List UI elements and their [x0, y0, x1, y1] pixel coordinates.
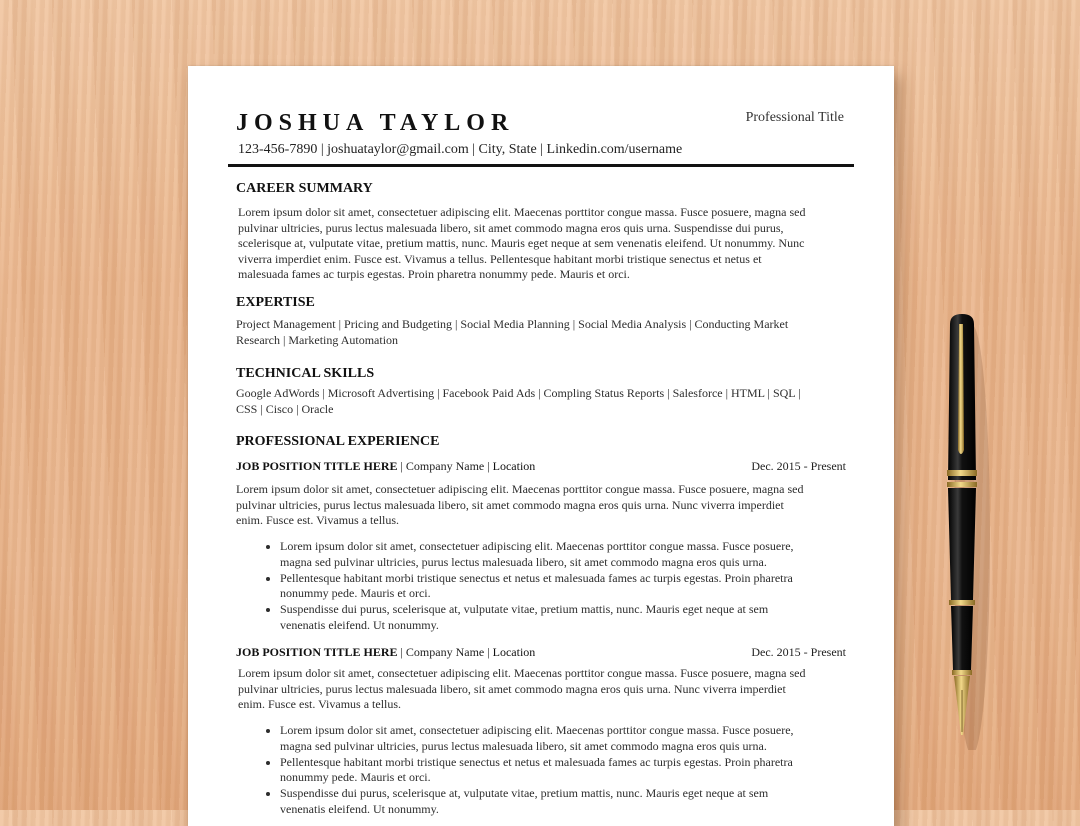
text-line: • Pellentesque habitant morbi tristique senectus et netus et malesuada fames ac turpis egestas. Proin pharetra	[280, 754, 793, 769]
text-line: magna sed pulvinar ultricies, purus lectus malesuada libero, sit amet commodo magna eros quis urna.	[280, 738, 767, 753]
text-line: • Pellentesque habitant morbi tristique senectus et netus et malesuada fames ac turpis egestas. Proin pharetra	[280, 570, 793, 585]
text-line: nonummy pede. Mauris et orci.	[280, 770, 431, 785]
fountain-pen-icon	[936, 310, 996, 750]
text-line: • Lorem ipsum dolor sit amet, consectetuer adipiscing elit. Maecenas porttitor congue massa. Fusce posuere,	[280, 539, 794, 553]
career-summary-heading: CAREER SUMMARY	[236, 181, 373, 196]
text-line: pulvinar ultricies, purus lectus malesuada libero, sit amet commodo magna eros quis urna. Nunc viverra imperdiet	[236, 497, 784, 512]
text-line: malesuada fames ac turpis egestas. Proin pharetra nonummy pede. Mauris et orci.	[238, 267, 630, 282]
job-summary	[236, 482, 848, 529]
separator: |	[397, 459, 406, 473]
text-line: Research | Marketing Automation	[236, 333, 399, 347]
job-location: Location	[492, 459, 536, 473]
job-header	[236, 645, 846, 660]
bullet-item	[280, 786, 860, 817]
expertise-heading: EXPERTISE	[236, 295, 315, 310]
bullet-item	[280, 755, 860, 786]
bullet-item	[280, 602, 860, 633]
job-title: JOB POSITION TITLE HERE	[236, 459, 398, 473]
job-summary	[238, 666, 850, 713]
text-line: magna sed pulvinar ultricies, purus lectus malesuada libero, sit amet commodo magna eros quis urna.	[280, 554, 767, 569]
experience-heading: PROFESSIONAL EXPERIENCE	[236, 434, 440, 449]
text-line: scelerisque at, vulputate vitae, pretium mattis, nunc. Mauris eget neque at sem venenatis eleifend. Ut nonummy. Nunc	[238, 236, 805, 251]
technical-skills-heading: TECHNICAL SKILLS	[236, 366, 375, 381]
text-line: • Lorem ipsum dolor sit amet, consectetuer adipiscing elit. Maecenas porttitor congue massa. Fusce posuere,	[280, 723, 794, 737]
text-line: pulvinar ultricies, purus lectus malesuada libero, sit amet commodo magna eros quis urna. Nunc viverra imperdiet	[238, 681, 786, 696]
job-bullets	[252, 539, 860, 634]
technical-skills-list	[236, 385, 846, 417]
job-location: Location	[492, 645, 536, 659]
text-line: • Suspendisse dui purus, scelerisque at, vulputate vitae, pretium mattis, nunc. Mauris eget neque at sem	[280, 786, 769, 801]
resume-page	[188, 66, 894, 826]
job-dates: Dec. 2015 - Present	[751, 459, 846, 473]
candidate-name: JOSHUA TAYLOR	[236, 110, 515, 136]
bullet-item	[280, 571, 860, 602]
text-line: pulvinar ultricies, purus lectus malesuada libero, sit amet commodo magna eros quis urna. Suspendisse dui purus,	[238, 220, 784, 235]
expertise-list	[236, 316, 846, 348]
career-summary-text	[238, 205, 850, 283]
text-line: enim. Fusce est. Vivamus a tellus.	[236, 513, 400, 528]
company-name: Company Name	[405, 459, 485, 473]
header-divider	[228, 164, 854, 167]
text-line: CSS | Cisco | Oracle	[236, 402, 334, 416]
contact-line: 123-456-7890 | joshuataylor@gmail.com | City, State | Linkedin.com/username	[238, 142, 683, 157]
job-header	[236, 459, 846, 474]
text-line: Google AdWords | Microsoft Advertising | Facebook Paid Ads | Compling Status Reports | Salesforce | HTML | SQL |	[236, 386, 801, 400]
text-line: • Suspendisse dui purus, scelerisque at, vulputate vitae, pretium mattis, nunc. Mauris eget neque at sem	[280, 602, 769, 617]
bullet-item	[280, 723, 860, 754]
text-line: venenatis eleifend. Ut nonummy.	[280, 801, 439, 816]
text-line: viverra imperdiet enim. Fusce est. Vivamus a tellus. Pellentesque habitant morbi tristique senectus et netus et	[238, 251, 762, 266]
separator: |	[484, 645, 493, 659]
job-bullets	[252, 723, 860, 818]
job-title: JOB POSITION TITLE HERE	[236, 645, 398, 659]
professional-title: Professional Title	[745, 110, 844, 125]
job-dates: Dec. 2015 - Present	[751, 645, 846, 659]
text-line: nonummy pede. Mauris et orci.	[280, 586, 431, 601]
text-line: enim. Fusce est. Vivamus a tellus.	[238, 697, 402, 712]
separator: |	[397, 645, 406, 659]
bullet-item	[280, 539, 860, 570]
text-line: venenatis eleifend. Ut nonummy.	[280, 617, 439, 632]
separator: |	[484, 459, 493, 473]
text-line: Lorem ipsum dolor sit amet, consectetuer adipiscing elit. Maecenas porttitor congue massa. Fusce posuere, magna sed	[238, 205, 806, 219]
text-line: Lorem ipsum dolor sit amet, consectetuer adipiscing elit. Maecenas porttitor congue massa. Fusce posuere, magna sed	[236, 482, 804, 496]
text-line: Lorem ipsum dolor sit amet, consectetuer adipiscing elit. Maecenas porttitor congue massa. Fusce posuere, magna sed	[238, 666, 806, 680]
text-line: Project Management | Pricing and Budgeting | Social Media Planning | Social Media Analysis | Conducting Market	[236, 317, 789, 331]
company-name: Company Name	[405, 645, 485, 659]
